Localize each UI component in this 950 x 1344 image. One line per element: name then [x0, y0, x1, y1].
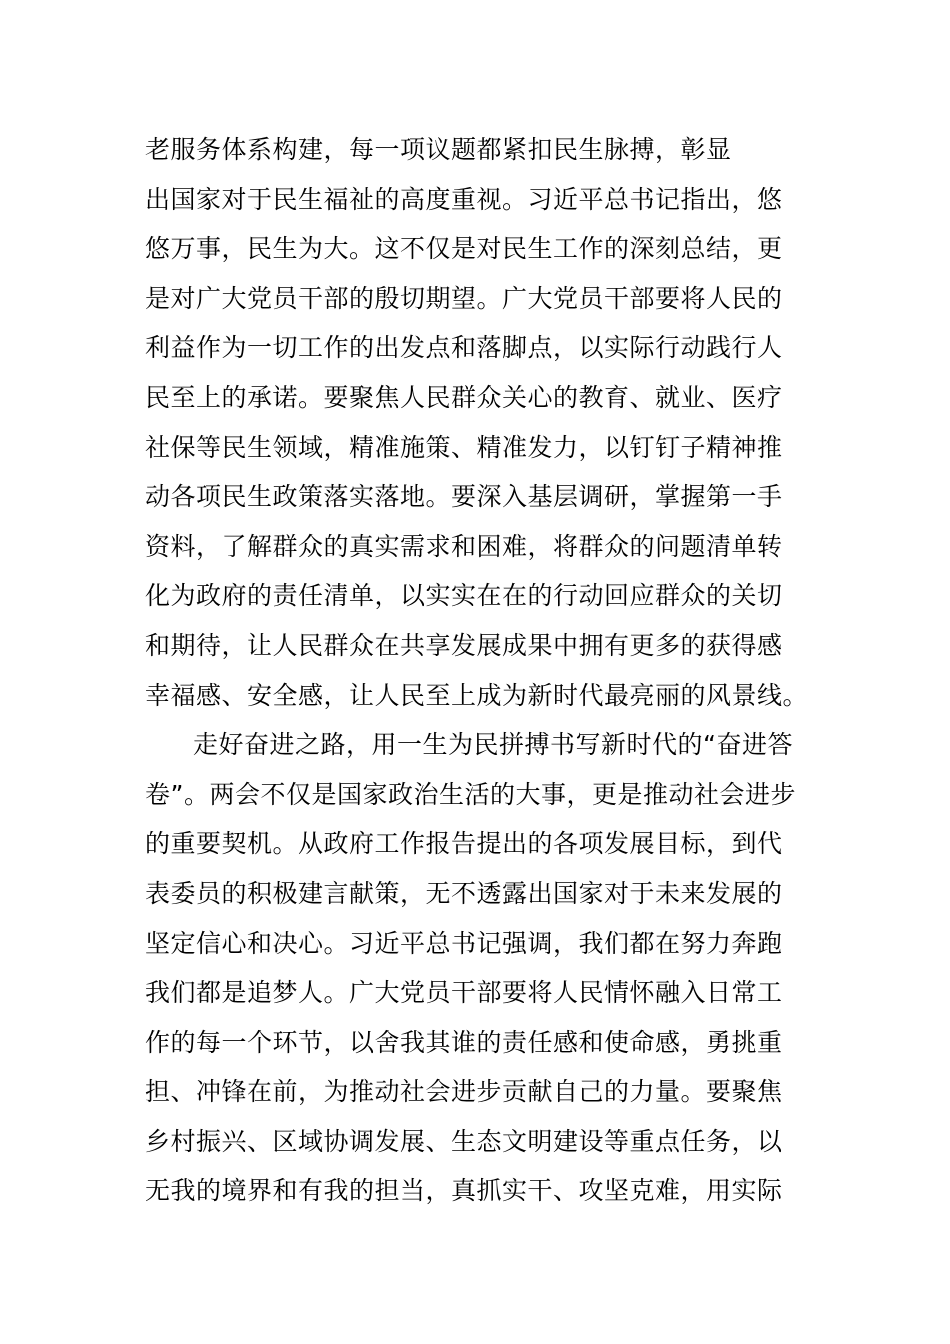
text-line: 利益作为一切工作的出发点和落脚点，以实际行动践行人 [145, 333, 783, 363]
text-line: 资料，了解群众的真实需求和困难，将群众的问题清单转 [145, 531, 783, 561]
text-line: 表委员的积极建言献策，无不透露出国家对于未来发展的 [145, 878, 783, 908]
text-line: 是对广大党员干部的殷切期望。广大党员干部要将人民的 [145, 283, 783, 313]
text-line: 和期待，让人民群众在共享发展成果中拥有更多的获得感 [145, 630, 783, 660]
text-line: 卷”。两会不仅是国家政治生活的大事，更是推动社会进步 [145, 779, 796, 809]
text-line: 悠万事，民生为大。这不仅是对民生工作的深刻总结，更 [145, 234, 783, 264]
text-line: 出国家对于民生福祉的高度重视。习近平总书记指出，悠 [145, 184, 783, 214]
text-line: 坚定信心和决心。习近平总书记强调，我们都在努力奔跑 [145, 928, 783, 958]
paragraph-first-line: 走好奋进之路，用一生为民拼搏书写新时代的“奋进答 [193, 730, 793, 760]
text-line: 民至上的承诺。要聚焦人民群众关心的教育、就业、医疗 [145, 382, 783, 412]
text-line: 化为政府的责任清单，以实实在在的行动回应群众的关切 [145, 581, 783, 611]
text-line: 动各项民生政策落实落地。要深入基层调研，掌握第一手 [145, 482, 783, 512]
text-line: 老服务体系构建，每一项议题都紧扣民生脉搏，彰显 [145, 135, 732, 164]
text-line: 的重要契机。从政府工作报告提出的各项发展目标，到代 [145, 829, 783, 859]
body-text [145, 125, 810, 1216]
text-line: 我们都是追梦人。广大党员干部要将人民情怀融入日常工 [145, 978, 783, 1008]
text-line: 无我的境界和有我的担当，真抓实干、攻坚克难，用实际 [145, 1176, 783, 1206]
text-line: 作的每一个环节，以舍我其谁的责任感和使命感，勇挑重 [145, 1027, 783, 1057]
text-line: 幸福感、安全感，让人民至上成为新时代最亮丽的风景线。 [145, 680, 809, 710]
text-line: 乡村振兴、区域协调发展、生态文明建设等重点任务，以 [145, 1126, 783, 1156]
text-line: 担、冲锋在前，为推动社会进步贡献自己的力量。要聚焦 [145, 1077, 783, 1107]
text-line: 社保等民生领域，精准施策、精准发力，以钉钉子精神推 [145, 432, 783, 462]
